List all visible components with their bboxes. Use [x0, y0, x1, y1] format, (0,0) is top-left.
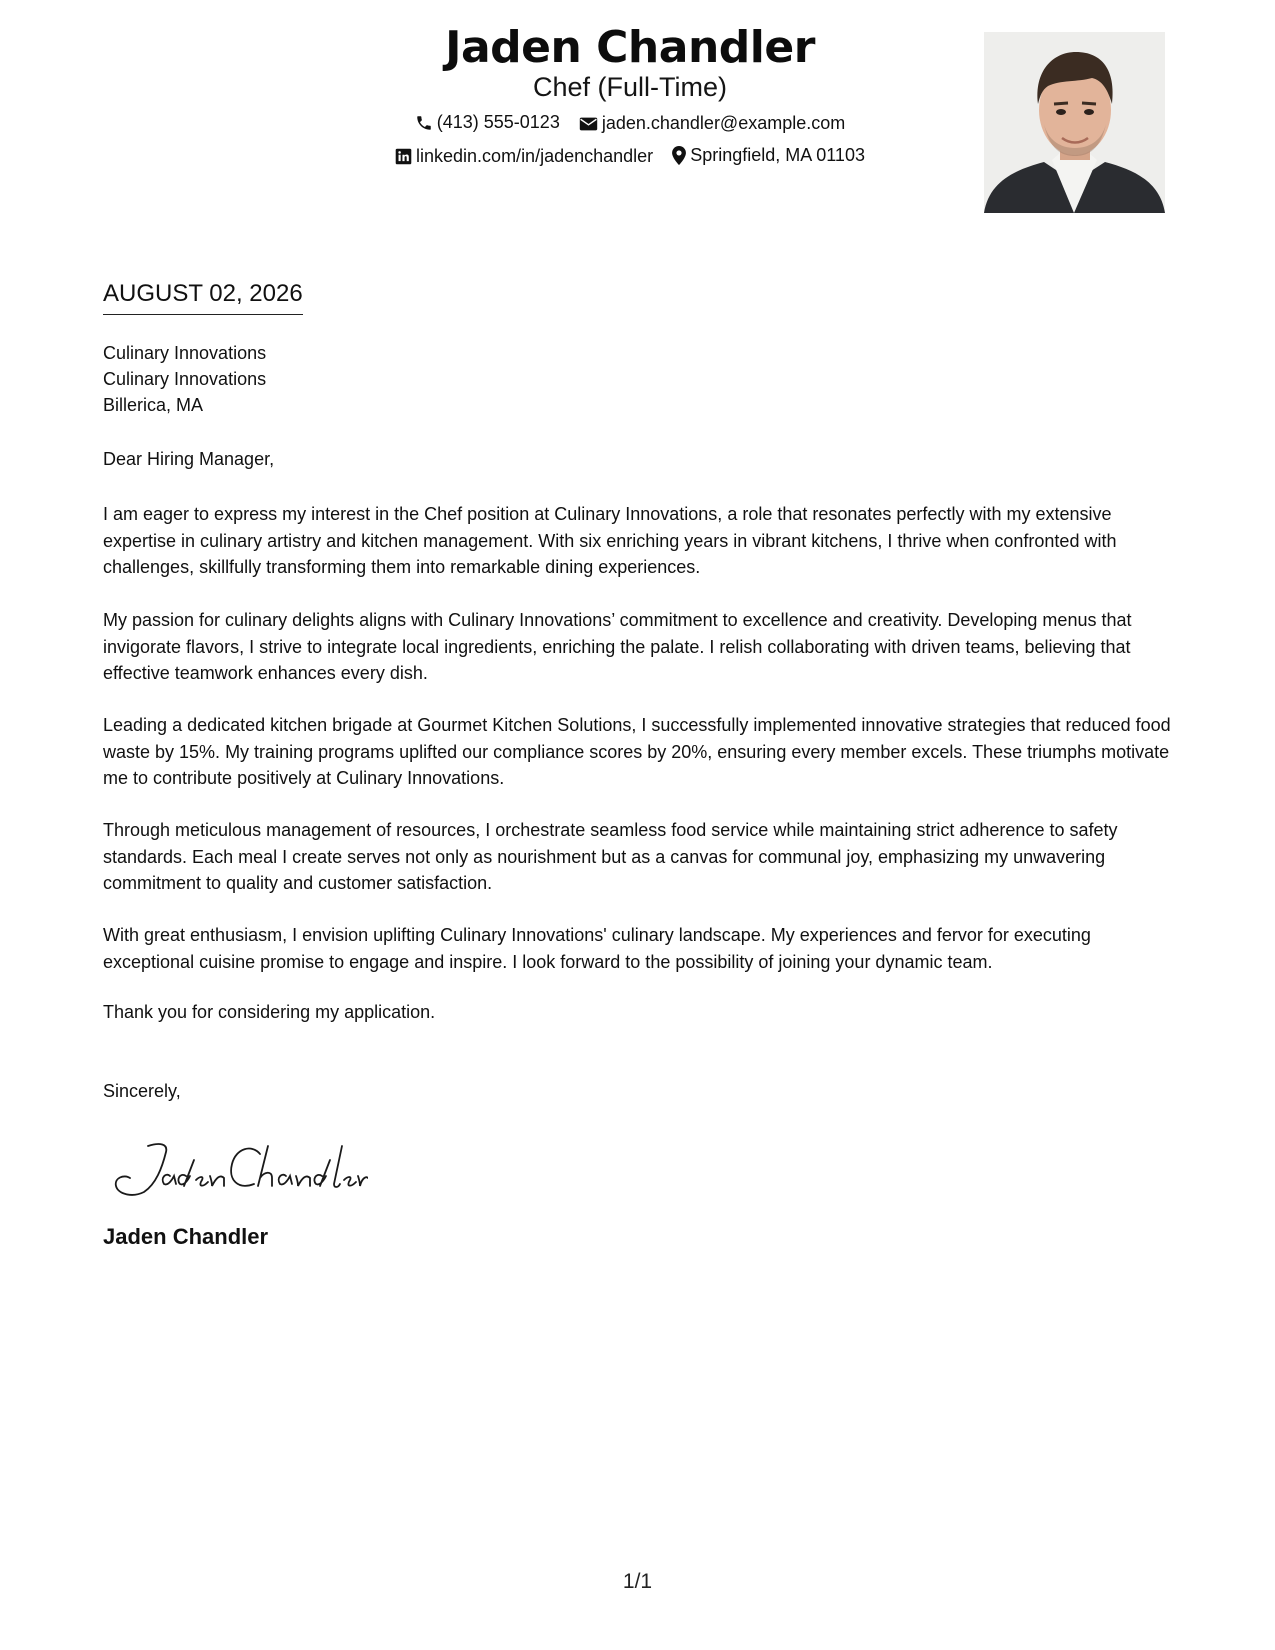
closing-line: Sincerely, — [103, 1081, 181, 1101]
location-text: Springfield, MA 01103 — [690, 145, 865, 165]
body-paragraph: Leading a dedicated kitchen brigade at Gourmet Kitchen Solutions, I successfully implemented innovative strategies that reduced food waste by 15%. My training programs uplifted our compliance scores by 20%, ensuring every member excels. These triumphs motivate me to contribute positively at Culinary Innovations. — [103, 715, 1171, 788]
contact-phone[interactable] — [415, 112, 560, 133]
profile-photo — [984, 32, 1165, 213]
contact-email[interactable] — [579, 113, 845, 134]
signed-name: Jaden Chandler — [103, 1224, 269, 1249]
applicant-name: Jaden Chandler — [445, 22, 815, 73]
map-pin-icon — [672, 146, 686, 165]
handwritten-signature — [108, 1132, 368, 1202]
salutation: Dear Hiring Manager, — [103, 449, 275, 469]
body-paragraph: My passion for culinary delights aligns with Culinary Innovations’ commitment to excellence and creativity. Developing menus that invigorate flavors, I strive to integrate local ingredients, enriching the palate. I relish collaborating with driven teams, believing that effective teamwork enhances every dish. — [103, 610, 1132, 683]
recipient-line: Billerica, MA — [103, 395, 204, 415]
body-paragraph: With great enthusiasm, I envision uplifting Culinary Innovations' culinary landscape. My experiences and fervor for executing exceptional cuisine promise to engage and inspire. I look forward to the possibility of joining your dynamic team. — [103, 925, 1091, 972]
page-number: 1/1 — [622, 1570, 653, 1593]
body-paragraph: Through meticulous management of resources, I orchestrate seamless food service while maintaining strict adherence to safety standards. Each meal I create serves not only as nourishment but as a canvas for communal joy, emphasizing my unwavering commitment to quality and customer satisfaction. — [103, 820, 1118, 893]
phone-text: (413) 555-0123 — [436, 112, 560, 132]
email-text: jaden.chandler@example.com — [601, 113, 846, 133]
recipient-line: Culinary Innovations — [103, 369, 267, 389]
recipient-line: Culinary Innovations — [103, 343, 267, 363]
body-paragraph: I am eager to express my interest in the Chef position at Culinary Innovations, a role that resonates perfectly with my extensive expertise in culinary artistry and kitchen management. With six enriching years in vibrant kitchens, I thrive when confronted with challenges, skillfully transforming them into remarkable dining experiences. — [103, 504, 1117, 577]
envelope-icon — [579, 116, 598, 132]
phone-icon — [415, 114, 433, 132]
recipient-block — [103, 340, 266, 418]
contact-location — [672, 145, 865, 166]
letter-date: AUGUST 02, 2026 — [103, 280, 303, 315]
linkedin-text: linkedin.com/in/jadenchandler — [416, 146, 654, 166]
thank-you-line: Thank you for considering my application. — [103, 1002, 436, 1022]
applicant-role: Chef (Full-Time) — [532, 72, 727, 102]
linkedin-icon — [395, 148, 412, 165]
contact-linkedin[interactable] — [395, 146, 653, 167]
